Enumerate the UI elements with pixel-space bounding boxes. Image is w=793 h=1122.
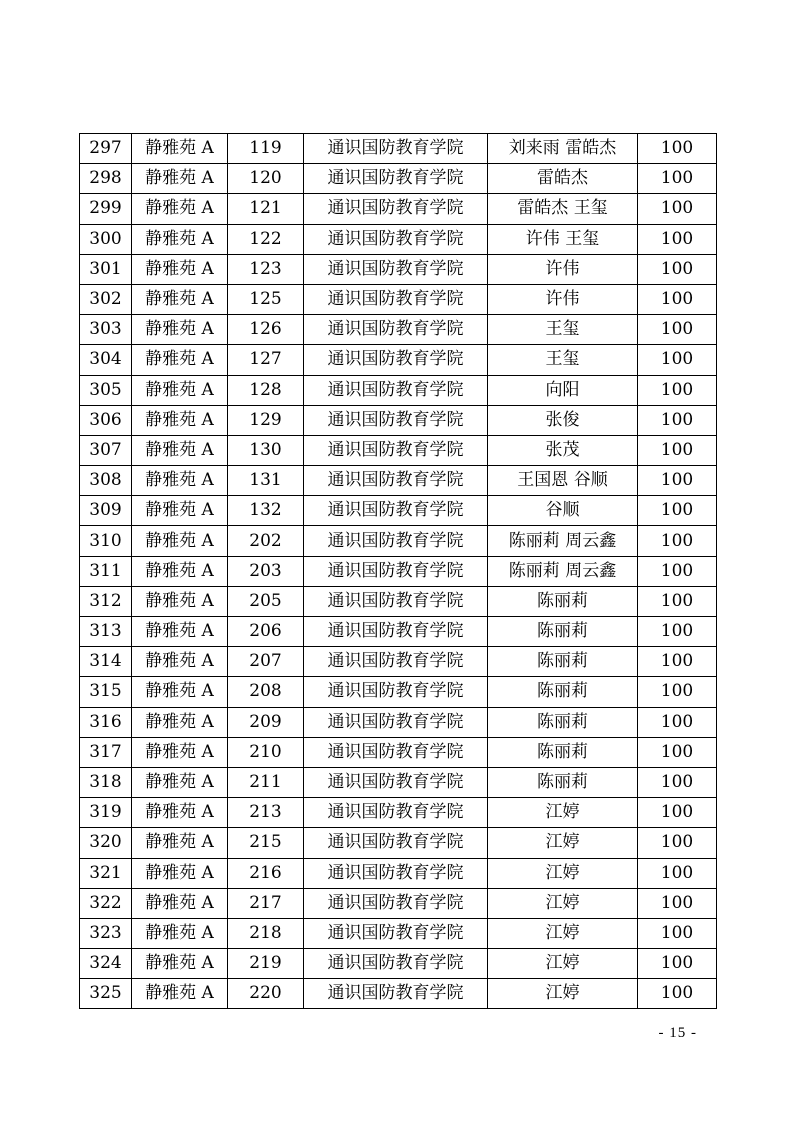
score-cell: 100	[638, 767, 717, 797]
table-row	[80, 405, 717, 435]
room-number-cell: 218	[228, 918, 304, 948]
score-cell: 100	[638, 164, 717, 194]
table-row	[80, 617, 717, 647]
college-cell: 通识国防教育学院	[304, 345, 488, 375]
building-cell: 静雅苑 A	[132, 586, 228, 616]
college-cell: 通识国防教育学院	[304, 164, 488, 194]
college-cell: 通识国防教育学院	[304, 134, 488, 164]
score-cell: 100	[638, 979, 717, 1009]
counselor-cell: 王玺	[488, 315, 638, 345]
counselor-cell: 江婷	[488, 798, 638, 828]
building-cell: 静雅苑 A	[132, 647, 228, 677]
room-number-cell: 120	[228, 164, 304, 194]
table-row	[80, 496, 717, 526]
table-row	[80, 556, 717, 586]
building-cell: 静雅苑 A	[132, 224, 228, 254]
college-cell: 通识国防教育学院	[304, 858, 488, 888]
row-number-cell: 305	[80, 375, 132, 405]
building-cell: 静雅苑 A	[132, 194, 228, 224]
room-number-cell: 132	[228, 496, 304, 526]
building-cell: 静雅苑 A	[132, 617, 228, 647]
counselor-cell: 张俊	[488, 405, 638, 435]
room-number-cell: 207	[228, 647, 304, 677]
score-cell: 100	[638, 647, 717, 677]
row-number-cell: 300	[80, 224, 132, 254]
score-cell: 100	[638, 375, 717, 405]
room-number-cell: 216	[228, 858, 304, 888]
room-number-cell: 129	[228, 405, 304, 435]
building-cell: 静雅苑 A	[132, 375, 228, 405]
college-cell: 通识国防教育学院	[304, 677, 488, 707]
room-number-cell: 131	[228, 466, 304, 496]
table-row	[80, 918, 717, 948]
row-number-cell: 304	[80, 345, 132, 375]
college-cell: 通识国防教育学院	[304, 586, 488, 616]
row-number-cell: 317	[80, 737, 132, 767]
row-number-cell: 302	[80, 284, 132, 314]
row-number-cell: 324	[80, 949, 132, 979]
building-cell: 静雅苑 A	[132, 526, 228, 556]
building-cell: 静雅苑 A	[132, 828, 228, 858]
college-cell: 通识国防教育学院	[304, 254, 488, 284]
building-cell: 静雅苑 A	[132, 737, 228, 767]
counselor-cell: 王玺	[488, 345, 638, 375]
building-cell: 静雅苑 A	[132, 435, 228, 465]
counselor-cell: 江婷	[488, 888, 638, 918]
row-number-cell: 299	[80, 194, 132, 224]
room-number-cell: 217	[228, 888, 304, 918]
counselor-cell: 江婷	[488, 828, 638, 858]
counselor-cell: 陈丽莉	[488, 677, 638, 707]
college-cell: 通识国防教育学院	[304, 647, 488, 677]
college-cell: 通识国防教育学院	[304, 284, 488, 314]
counselor-cell: 江婷	[488, 918, 638, 948]
building-cell: 静雅苑 A	[132, 677, 228, 707]
counselor-cell: 陈丽莉	[488, 647, 638, 677]
score-cell: 100	[638, 194, 717, 224]
counselor-cell: 陈丽莉	[488, 586, 638, 616]
room-number-cell: 205	[228, 586, 304, 616]
room-number-cell: 203	[228, 556, 304, 586]
counselor-cell: 江婷	[488, 979, 638, 1009]
table-row	[80, 647, 717, 677]
building-cell: 静雅苑 A	[132, 707, 228, 737]
counselor-cell: 陈丽莉	[488, 767, 638, 797]
row-number-cell: 311	[80, 556, 132, 586]
row-number-cell: 308	[80, 466, 132, 496]
counselor-cell: 陈丽莉	[488, 737, 638, 767]
college-cell: 通识国防教育学院	[304, 496, 488, 526]
score-cell: 100	[638, 405, 717, 435]
college-cell: 通识国防教育学院	[304, 617, 488, 647]
counselor-cell: 陈丽莉	[488, 707, 638, 737]
room-number-cell: 127	[228, 345, 304, 375]
table-row	[80, 949, 717, 979]
table-row	[80, 888, 717, 918]
college-cell: 通识国防教育学院	[304, 828, 488, 858]
row-number-cell: 319	[80, 798, 132, 828]
dormitory-score-table	[79, 133, 717, 1009]
table-row	[80, 284, 717, 314]
score-cell: 100	[638, 496, 717, 526]
room-number-cell: 119	[228, 134, 304, 164]
building-cell: 静雅苑 A	[132, 254, 228, 284]
row-number-cell: 306	[80, 405, 132, 435]
room-number-cell: 130	[228, 435, 304, 465]
college-cell: 通识国防教育学院	[304, 466, 488, 496]
room-number-cell: 122	[228, 224, 304, 254]
score-cell: 100	[638, 435, 717, 465]
room-number-cell: 213	[228, 798, 304, 828]
row-number-cell: 325	[80, 979, 132, 1009]
row-number-cell: 307	[80, 435, 132, 465]
score-cell: 100	[638, 828, 717, 858]
building-cell: 静雅苑 A	[132, 284, 228, 314]
counselor-cell: 刘来雨 雷皓杰	[488, 134, 638, 164]
score-cell: 100	[638, 284, 717, 314]
table-row	[80, 798, 717, 828]
counselor-cell: 王国恩 谷顺	[488, 466, 638, 496]
building-cell: 静雅苑 A	[132, 918, 228, 948]
score-cell: 100	[638, 888, 717, 918]
college-cell: 通识国防教育学院	[304, 405, 488, 435]
college-cell: 通识国防教育学院	[304, 526, 488, 556]
building-cell: 静雅苑 A	[132, 888, 228, 918]
table-row	[80, 707, 717, 737]
building-cell: 静雅苑 A	[132, 466, 228, 496]
table-row	[80, 224, 717, 254]
table-row	[80, 466, 717, 496]
room-number-cell: 126	[228, 315, 304, 345]
college-cell: 通识国防教育学院	[304, 315, 488, 345]
counselor-cell: 谷顺	[488, 496, 638, 526]
room-number-cell: 211	[228, 767, 304, 797]
college-cell: 通识国防教育学院	[304, 737, 488, 767]
score-cell: 100	[638, 858, 717, 888]
table-row	[80, 586, 717, 616]
table-row	[80, 375, 717, 405]
counselor-cell: 陈丽莉 周云鑫	[488, 526, 638, 556]
row-number-cell: 322	[80, 888, 132, 918]
college-cell: 通识国防教育学院	[304, 798, 488, 828]
building-cell: 静雅苑 A	[132, 798, 228, 828]
table-row	[80, 858, 717, 888]
row-number-cell: 314	[80, 647, 132, 677]
building-cell: 静雅苑 A	[132, 556, 228, 586]
room-number-cell: 219	[228, 949, 304, 979]
score-cell: 100	[638, 918, 717, 948]
table-row	[80, 526, 717, 556]
row-number-cell: 321	[80, 858, 132, 888]
college-cell: 通识国防教育学院	[304, 435, 488, 465]
row-number-cell: 320	[80, 828, 132, 858]
score-cell: 100	[638, 254, 717, 284]
college-cell: 通识国防教育学院	[304, 375, 488, 405]
building-cell: 静雅苑 A	[132, 496, 228, 526]
building-cell: 静雅苑 A	[132, 345, 228, 375]
building-cell: 静雅苑 A	[132, 315, 228, 345]
table-row	[80, 164, 717, 194]
table-row	[80, 737, 717, 767]
college-cell: 通识国防教育学院	[304, 224, 488, 254]
building-cell: 静雅苑 A	[132, 949, 228, 979]
score-cell: 100	[638, 345, 717, 375]
college-cell: 通识国防教育学院	[304, 918, 488, 948]
score-cell: 100	[638, 315, 717, 345]
table-row	[80, 345, 717, 375]
room-number-cell: 220	[228, 979, 304, 1009]
table-row	[80, 134, 717, 164]
row-number-cell: 312	[80, 586, 132, 616]
row-number-cell: 310	[80, 526, 132, 556]
room-number-cell: 202	[228, 526, 304, 556]
room-number-cell: 121	[228, 194, 304, 224]
college-cell: 通识国防教育学院	[304, 767, 488, 797]
room-number-cell: 209	[228, 707, 304, 737]
table-row	[80, 315, 717, 345]
score-cell: 100	[638, 617, 717, 647]
table-row	[80, 677, 717, 707]
building-cell: 静雅苑 A	[132, 979, 228, 1009]
room-number-cell: 125	[228, 284, 304, 314]
page-number: - 15 -	[658, 1025, 697, 1041]
counselor-cell: 许伟 王玺	[488, 224, 638, 254]
college-cell: 通识国防教育学院	[304, 556, 488, 586]
score-cell: 100	[638, 737, 717, 767]
counselor-cell: 张茂	[488, 435, 638, 465]
row-number-cell: 316	[80, 707, 132, 737]
room-number-cell: 128	[228, 375, 304, 405]
row-number-cell: 301	[80, 254, 132, 284]
score-cell: 100	[638, 798, 717, 828]
counselor-cell: 陈丽莉	[488, 617, 638, 647]
building-cell: 静雅苑 A	[132, 134, 228, 164]
row-number-cell: 315	[80, 677, 132, 707]
college-cell: 通识国防教育学院	[304, 949, 488, 979]
room-number-cell: 215	[228, 828, 304, 858]
table-row	[80, 828, 717, 858]
score-cell: 100	[638, 466, 717, 496]
building-cell: 静雅苑 A	[132, 858, 228, 888]
counselor-cell: 江婷	[488, 858, 638, 888]
room-number-cell: 208	[228, 677, 304, 707]
score-cell: 100	[638, 677, 717, 707]
table-row	[80, 979, 717, 1009]
counselor-cell: 江婷	[488, 949, 638, 979]
counselor-cell: 陈丽莉 周云鑫	[488, 556, 638, 586]
building-cell: 静雅苑 A	[132, 164, 228, 194]
row-number-cell: 313	[80, 617, 132, 647]
counselor-cell: 许伟	[488, 284, 638, 314]
table-row	[80, 435, 717, 465]
college-cell: 通识国防教育学院	[304, 979, 488, 1009]
room-number-cell: 123	[228, 254, 304, 284]
counselor-cell: 雷皓杰 王玺	[488, 194, 638, 224]
score-cell: 100	[638, 134, 717, 164]
score-cell: 100	[638, 586, 717, 616]
score-cell: 100	[638, 949, 717, 979]
score-cell: 100	[638, 556, 717, 586]
college-cell: 通识国防教育学院	[304, 194, 488, 224]
table-row	[80, 194, 717, 224]
score-cell: 100	[638, 224, 717, 254]
table-body	[80, 134, 717, 1009]
row-number-cell: 298	[80, 164, 132, 194]
score-cell: 100	[638, 526, 717, 556]
table-row	[80, 767, 717, 797]
counselor-cell: 向阳	[488, 375, 638, 405]
table-row	[80, 254, 717, 284]
counselor-cell: 许伟	[488, 254, 638, 284]
row-number-cell: 303	[80, 315, 132, 345]
room-number-cell: 210	[228, 737, 304, 767]
building-cell: 静雅苑 A	[132, 405, 228, 435]
row-number-cell: 323	[80, 918, 132, 948]
score-cell: 100	[638, 707, 717, 737]
row-number-cell: 297	[80, 134, 132, 164]
row-number-cell: 309	[80, 496, 132, 526]
college-cell: 通识国防教育学院	[304, 707, 488, 737]
row-number-cell: 318	[80, 767, 132, 797]
college-cell: 通识国防教育学院	[304, 888, 488, 918]
building-cell: 静雅苑 A	[132, 767, 228, 797]
counselor-cell: 雷皓杰	[488, 164, 638, 194]
room-number-cell: 206	[228, 617, 304, 647]
